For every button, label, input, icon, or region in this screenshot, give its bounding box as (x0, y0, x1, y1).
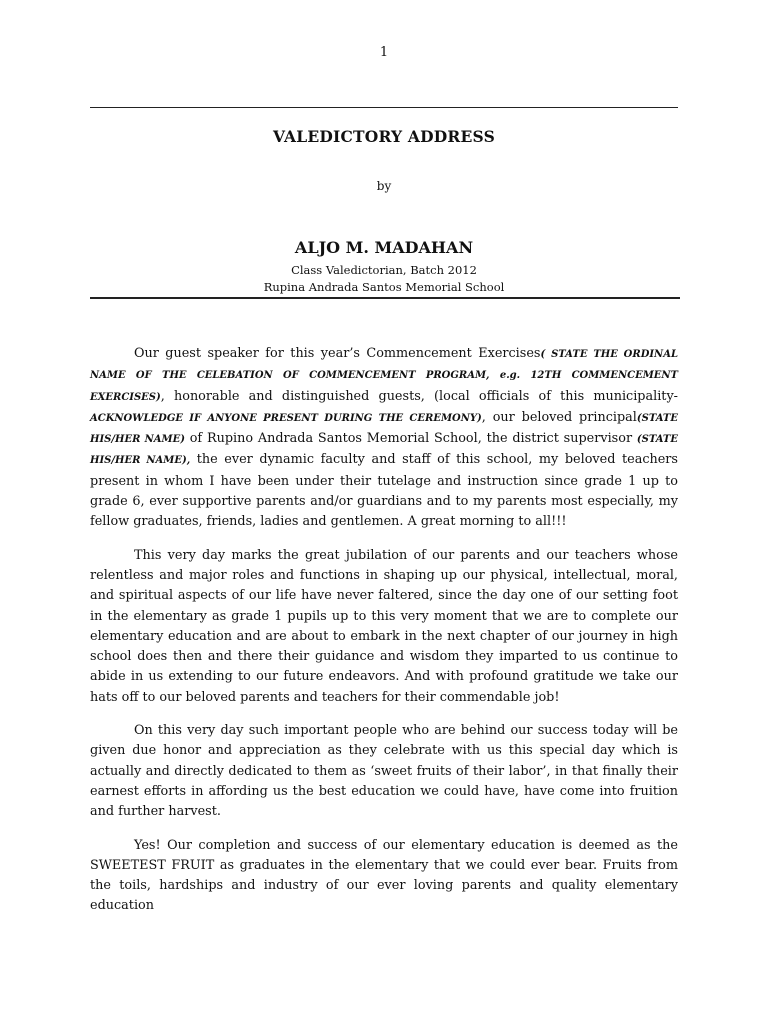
paragraph-2: This very day marks the great jubilation of our parents and our teachers whose relentless and major roles and functions in shaping up our physical, intellectual, moral, and spiritual aspects of our life have never faltered, since the day one of our setting foot in the elementary as grade 1 pupils up to this very moment that we are to complete our elementary education and are about to embark in the next chapter of our journey in high school does then and there their guidance and wisdom they imparted to us continue to abide in us extending to our future endeavors. And with profound gratitude we take our hats off to our beloved parents and teachers for their commendable job! (90, 547, 678, 705)
paragraph-text: of Rupino Andrada Santos Memorial School, the district supervisor (184, 431, 637, 447)
page-number: 1 (379, 45, 389, 60)
paragraph-4: Yes! Our completion and success of our elementary education is deemed as the SWEETEST FRUIT as graduates in the elementary that we could ever bear. Fruits from the toils, hardships and industry of our ever loving parents and quality elementary education (90, 837, 678, 914)
instruction-note: (STATE HIS/HER NAME), (90, 434, 678, 467)
author-role: Class Valedictorian, Batch 2012 (291, 263, 477, 277)
paragraph-text: the ever dynamic faculty and staff of this school, my beloved teachers present in whom I have been under their tutelage and instruction since grade 1 up to grade 6, ever supportive parents and/or guardians and to my parents most especially, my fellow graduates, friends, ladies and gentlemen. A great morning to all!!! (90, 452, 678, 530)
author-school: Rupina Andrada Santos Memorial School (263, 280, 505, 294)
instruction-note: ( STATE THE ORDINAL NAME OF THE CELEBATION OF COMMENCEMENT PROGRAM, e.g. 12TH COMMENCEMENT EXERCISES) (90, 349, 678, 403)
byline: by (376, 179, 392, 193)
instruction-note: (STATE HIS/HER NAME) (90, 412, 678, 446)
paragraph-text: , our beloved principal (481, 409, 637, 425)
author-rule (90, 297, 680, 299)
paragraph-3: On this very day such important people who are behind our success today will be given due honor and appreciation as they celebrate with us this special day which is actually and directly dedicated to them as ‘sweet fruits of their labor’, in that finally their earnest efforts in affording us the best education we could have, have come into fruition and further harvest. (90, 723, 678, 820)
paragraph-1 (90, 344, 678, 533)
instruction-note: ACKNOWLEDGE IF ANYONE PRESENT DURING THE CEREMONY) (90, 412, 482, 424)
author-name: ALJO M. MADAHAN (294, 238, 474, 257)
header-rule (90, 107, 678, 108)
paragraph-text: Our guest speaker for this year’s Commencement Exercises (134, 346, 541, 361)
paragraph-text: , honorable and distinguished guests, (local officials of this municipality- (160, 388, 678, 404)
document-title: VALEDICTORY ADDRESS (273, 127, 495, 146)
speech-body (90, 344, 678, 930)
